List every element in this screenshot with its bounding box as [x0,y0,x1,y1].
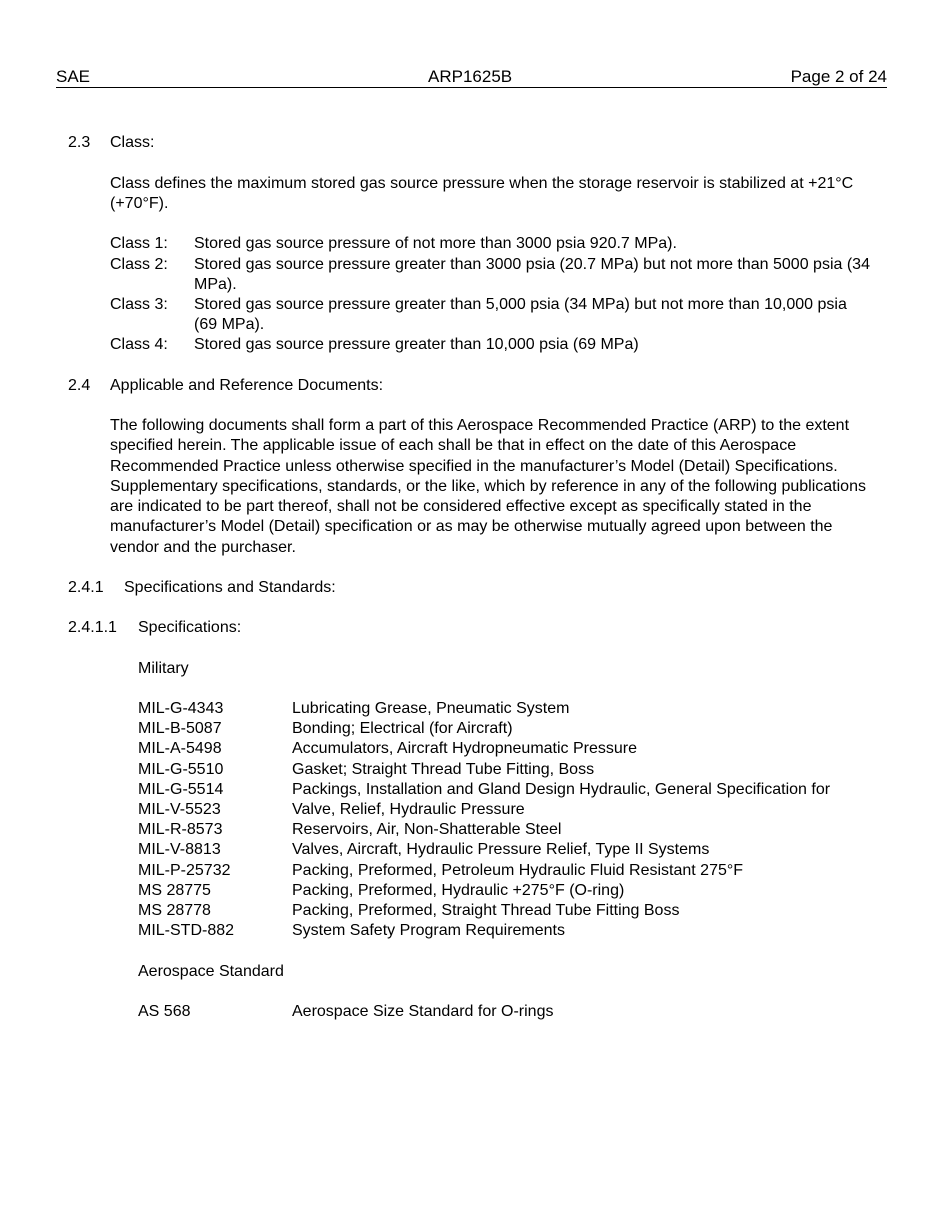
spec-code: MS 28775 [138,881,211,899]
class-intro-paragraph: Class defines the maximum stored gas source pressure when the storage reservoir is stabilized at +21°C (+70°F). [110,175,854,212]
spec-row [138,780,898,800]
spec-description: Gasket; Straight Thread Tube Fitting, Boss [292,760,595,778]
spec-row [138,719,898,739]
spec-row [138,1002,898,1022]
spec-description: Packings, Installation and Gland Design Hydraulic, General Specification for [292,780,831,798]
class-description: Stored gas source pressure greater than 10,000 psia (69 MPa) [194,336,639,353]
spec-code: MIL-G-5514 [138,780,224,798]
spec-description: Reservoirs, Air, Non-Shatterable Steel [292,821,562,839]
section-number-2-4: 2.4 [68,377,91,394]
spec-description: Packing, Preformed, Hydraulic +275°F (O-ring) [292,881,625,899]
class-label: Class 2: [110,256,168,273]
spec-row [138,840,898,860]
spec-code: MIL-B-5087 [138,720,222,738]
section-number-2-4-1: 2.4.1 [68,579,104,596]
aerospace-standard-heading: Aerospace Standard [138,963,284,980]
spec-description: Aerospace Size Standard for O-rings [292,1003,554,1020]
spec-row [138,921,898,941]
page-header [56,67,887,88]
military-heading: Military [138,660,189,677]
header-org: SAE [56,67,91,86]
spec-code: MIL-P-25732 [138,861,231,879]
class-label: Class 1: [110,235,168,252]
section-number-2-3: 2.3 [68,134,91,151]
class-item [110,295,870,335]
spec-row [138,800,898,820]
section-title-specs-and-standards: Specifications and Standards: [124,579,336,596]
class-label: Class 3: [110,296,168,313]
spec-code: MIL-STD-882 [138,922,235,940]
spec-row [138,739,898,759]
spec-description: Valves, Aircraft, Hydraulic Pressure Relief, Type II Systems [292,841,710,859]
spec-row [138,901,898,921]
spec-code: AS 568 [138,1003,191,1020]
spec-row [138,699,898,719]
section-title-applicable-documents: Applicable and Reference Documents: [110,377,384,394]
aerospace-standard-list [138,1002,898,1022]
class-item [110,234,870,254]
spec-row [138,820,898,840]
header-page-number: Page 2 of 24 [790,67,887,86]
spec-code: MIL-A-5498 [138,740,222,758]
class-description: Stored gas source pressure greater than 3000 psia (20.7 MPa) but not more than 5000 psia (34 MPa). [194,256,870,293]
spec-row [138,881,898,901]
spec-description: System Safety Program Requirements [292,922,565,940]
spec-description: Packing, Preformed, Straight Thread Tube Fitting Boss [292,901,680,919]
class-item [110,335,870,355]
class-description: Stored gas source pressure of not more than 3000 psia 920.7 MPa). [194,235,677,252]
spec-description: Packing, Preformed, Petroleum Hydraulic Fluid Resistant 275°F [292,861,744,879]
class-description: Stored gas source pressure greater than 5,000 psia (34 MPa) but not more than 10,000 psia (69 MPa). [194,296,847,333]
header-doc-number: ARP1625B [428,67,513,86]
spec-code: MIL-G-4343 [138,700,224,717]
spec-code: MIL-R-8573 [138,821,223,839]
class-item [110,255,870,295]
spec-code: MS 28778 [138,901,211,919]
spec-description: Accumulators, Aircraft Hydropneumatic Pressure [292,740,638,758]
section-number-2-4-1-1: 2.4.1.1 [68,619,117,636]
section-title-specifications: Specifications: [138,619,242,636]
class-label: Class 4: [110,336,168,353]
military-spec-list [138,699,898,941]
spec-description: Bonding; Electrical (for Aircraft) [292,720,513,738]
applicable-documents-paragraph: The following documents shall form a part of this Aerospace Recommended Practice (ARP) to the extent specified herein. The applicable issue of each shall be that in effect on the date of this Aerospace Recommended Practice unless otherwise specified in the manufacturer’s Model (Detail) Specifications. Supplementary specifications, standards, or the like, which by reference in any of the following publications are indicated to be part thereof, shall not be considered effective except as specifically stated in the manufacturer’s Model (Detail) specification or as may be otherwise mutually agreed upon between the vendor and the purchaser. [110,417,866,556]
spec-row [138,861,898,881]
spec-code: MIL-G-5510 [138,760,224,778]
spec-description: Lubricating Grease, Pneumatic System [292,700,570,717]
section-title-class: Class: [110,134,155,151]
spec-row [138,760,898,780]
spec-code: MIL-V-8813 [138,841,221,859]
spec-code: MIL-V-5523 [138,800,221,818]
spec-description: Valve, Relief, Hydraulic Pressure [292,800,525,818]
